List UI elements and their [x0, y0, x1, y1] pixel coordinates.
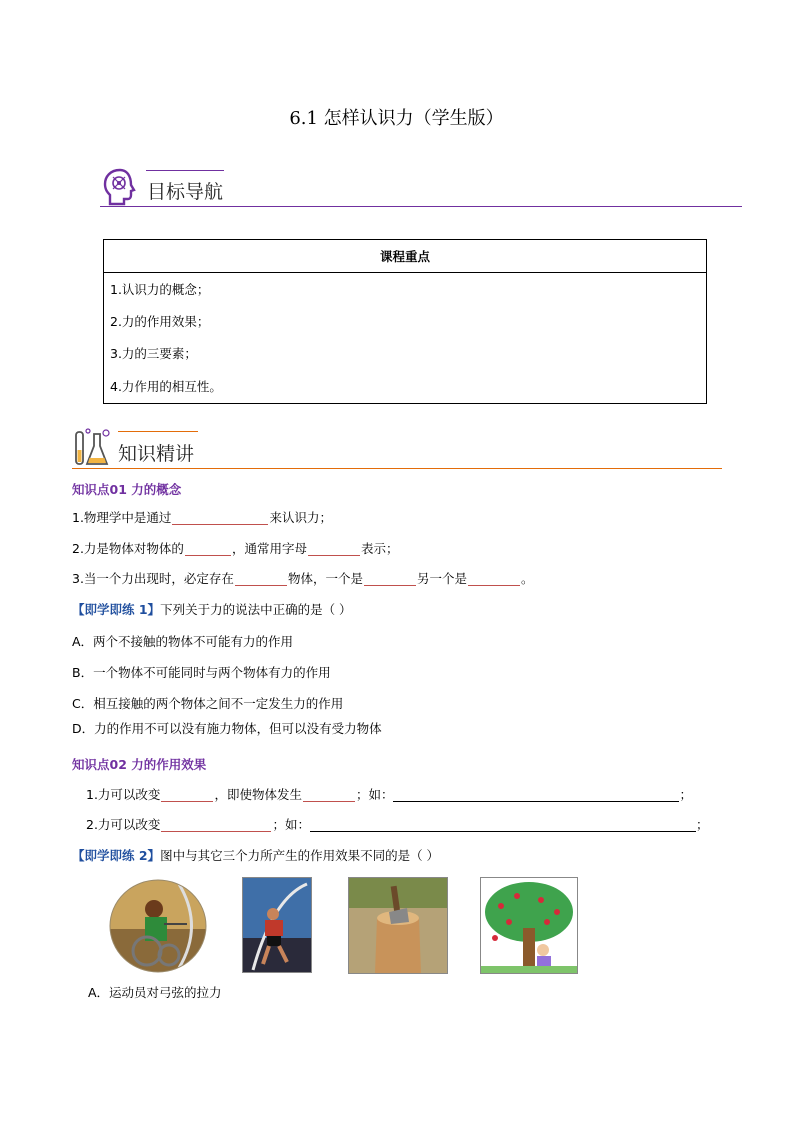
apple-tree-photo: [480, 877, 578, 974]
section-underline-knowledge: [72, 468, 722, 469]
line-text: 3.当一个力出现时，必定存在: [72, 571, 234, 586]
table-row: 4.力作用的相互性。: [110, 379, 222, 394]
line-text: ；如：: [355, 787, 394, 802]
line-text: ，即使物体发生: [214, 787, 302, 802]
example-blank[interactable]: [393, 789, 679, 802]
table-row: 1.认识力的概念；: [110, 282, 210, 297]
exercise-question: [72, 849, 439, 863]
lab-flask-icon: [72, 428, 112, 468]
line-text: 2.力可以改变: [86, 817, 161, 832]
exercise-question: [72, 603, 352, 617]
answer-blank[interactable]: [185, 543, 231, 556]
knowledge-point-title: 知识点01 力的概念: [72, 482, 182, 497]
axe-stump-photo: [348, 877, 448, 974]
question-text: 图中与其它三个力所产生的作用效果不同的是（ ）: [160, 848, 440, 863]
section-label-goals: 目标导航: [147, 181, 224, 203]
answer-blank[interactable]: [364, 573, 416, 586]
section-underline-goals: [100, 206, 742, 207]
line-text: 。: [520, 571, 534, 586]
answer-blank[interactable]: [161, 789, 213, 802]
answer-option-c[interactable]: C．相互接触的两个物体之间不一定发生力的作用: [72, 696, 344, 711]
pole-vault-photo: [242, 877, 312, 973]
page-title: 6.1 怎样认识力（学生版）: [289, 108, 504, 129]
line-text: 2.力是物体对物体的: [72, 541, 184, 556]
line-text: ；如：: [272, 817, 310, 832]
fill-blank-line: [72, 511, 332, 525]
answer-blank[interactable]: [308, 543, 360, 556]
line-text: 来认识力；: [269, 510, 332, 525]
answer-blank[interactable]: [161, 819, 271, 832]
answer-blank[interactable]: [468, 573, 520, 586]
table-row: 2.力的作用效果；: [110, 314, 210, 329]
line-text: 1.物理学中是通过: [72, 510, 172, 525]
table-header: 课程重点: [104, 240, 707, 273]
fill-blank-line: [86, 818, 722, 832]
question-text: 下列关于力的说法中正确的是（ ）: [160, 602, 352, 617]
brain-head-icon: [102, 168, 138, 206]
fill-blank-line: [72, 542, 398, 556]
answer-blank[interactable]: [303, 789, 355, 802]
line-text: ；: [695, 817, 709, 832]
section-header-top-line: [118, 431, 198, 432]
line-text: 表示；: [360, 541, 399, 556]
line-text: ，通常用字母: [231, 541, 307, 556]
example-blank[interactable]: [310, 819, 696, 832]
section-header-top-line: [146, 170, 224, 171]
exercise-tag: 【即学即练 1】: [72, 602, 161, 617]
course-focus-table: [103, 239, 707, 404]
fill-blank-line: [86, 788, 722, 802]
line-text: 物体，一个是: [287, 571, 363, 586]
answer-blank[interactable]: [235, 573, 287, 586]
answer-option-d[interactable]: D．力的作用不可以没有施力物体，但可以没有受力物体: [72, 721, 382, 736]
answer-option-a[interactable]: A．两个不接触的物体不可能有力的作用: [72, 634, 294, 649]
line-text: 1.力可以改变: [86, 787, 161, 802]
section-label-knowledge: 知识精讲: [118, 443, 195, 465]
answer-option-a[interactable]: A．运动员对弓弦的拉力: [88, 985, 222, 1000]
section-header-knowledge: [72, 428, 722, 470]
knowledge-point-title: 知识点02 力的作用效果: [72, 757, 207, 772]
line-text: ；: [679, 787, 692, 802]
answer-option-b[interactable]: B．一个物体不可能同时与两个物体有力的作用: [72, 665, 331, 680]
exercise-tag: 【即学即练 2】: [72, 848, 161, 863]
section-header-goals: [100, 168, 742, 210]
line-text: 另一个是: [416, 571, 467, 586]
table-row: 3.力的三要素；: [110, 346, 197, 361]
archer-photo: [109, 879, 207, 973]
answer-blank[interactable]: [172, 512, 268, 525]
fill-blank-line: [72, 572, 533, 586]
